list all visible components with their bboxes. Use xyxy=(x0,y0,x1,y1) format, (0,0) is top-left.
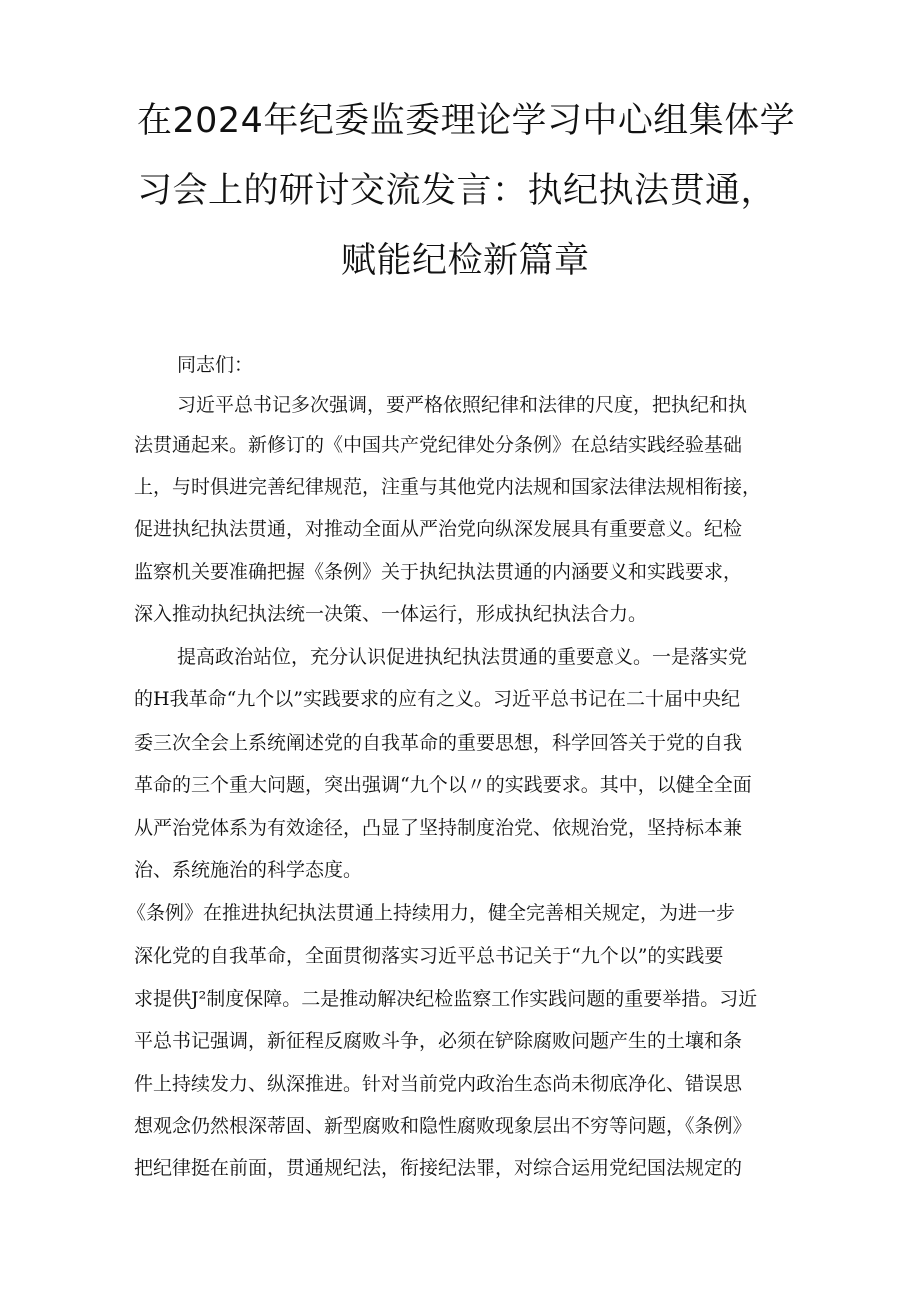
paragraph-line: 深化党的自我革命，全面贯彻落实习近平总书记关于“九个以”的实践要 xyxy=(134,945,724,967)
document-title-line-2: 习会上的研讨交流发言：执纪执法贯通， xyxy=(137,171,777,211)
paragraph-line: 习近平总书记多次强调，要严格依照纪律和法律的尺度，把执纪和执 xyxy=(177,394,748,416)
paragraph-line: 深入推动执纪执法统一决策、一体运行，形成执纪执法合力。 xyxy=(134,603,648,625)
salutation: 同志们： xyxy=(177,354,254,376)
paragraph-line: 求提供J²制度保障。二是推动解决纪检监察工作实践问题的重要举措。习近 xyxy=(134,988,758,1010)
paragraph-line: 上，与时俱进完善纪律规范，注重与其他党内法规和国家法律法规相衔接， xyxy=(134,476,762,498)
paragraph-line: 平总书记强调，新征程反腐败斗争，必须在铲除腐败问题产生的土壤和条 xyxy=(134,1030,743,1052)
paragraph-line: 监察机关要准确把握《条例》关于执纪执法贯通的内涵要义和实践要求， xyxy=(134,561,743,583)
paragraph-line: 件上持续发力、纵深推进。针对当前党内政治生态尚未彻底净化、错误思 xyxy=(134,1073,743,1095)
paragraph-line: 从严治党体系为有效途径，凸显了坚持制度治党、依规治党，坚持标本兼 xyxy=(134,817,743,839)
document-title-line-3: 赋能纪检新篇章 xyxy=(341,241,590,281)
paragraph-line: 想观念仍然根深蒂固、新型腐败和隐性腐败现象层出不穷等问题，《条例》 xyxy=(134,1115,752,1137)
paragraph-line: 法贯通起来。新修订的《中国共产党纪律处分条例》在总结实践经验基础 xyxy=(134,434,743,456)
document-title-line-1: 在2024年纪委监委理论学习中心组集体学 xyxy=(137,101,796,141)
paragraph-line: 治、系统施治的科学态度。 xyxy=(134,859,363,881)
paragraph-line: 把纪律挺在前面，贯通规纪法，衔接纪法罪，对综合运用党纪国法规定的 xyxy=(134,1157,743,1179)
paragraph-line: 提高政治站位，充分认识促进执纪执法贯通的重要意义。一是落实党 xyxy=(177,646,748,668)
paragraph-line: 的H我革命“九个以”实践要求的应有之义。习近平总书记在二十届中央纪 xyxy=(134,688,740,710)
paragraph-line: 《条例》在推进执纪执法贯通上持续用力，健全完善相关规定，为进一步 xyxy=(127,902,736,924)
paragraph-line: 委三次全会上系统阐述党的自我革命的重要思想，科学回答关于党的自我 xyxy=(134,732,743,754)
paragraph-line: 促进执纪执法贯通，对推动全面从严治党向纵深发展具有重要意义。纪检 xyxy=(134,518,743,540)
paragraph-line: 革命的三个重大问题，突出强调“九个以〃的实践要求。其中，以健全全面 xyxy=(134,774,752,796)
